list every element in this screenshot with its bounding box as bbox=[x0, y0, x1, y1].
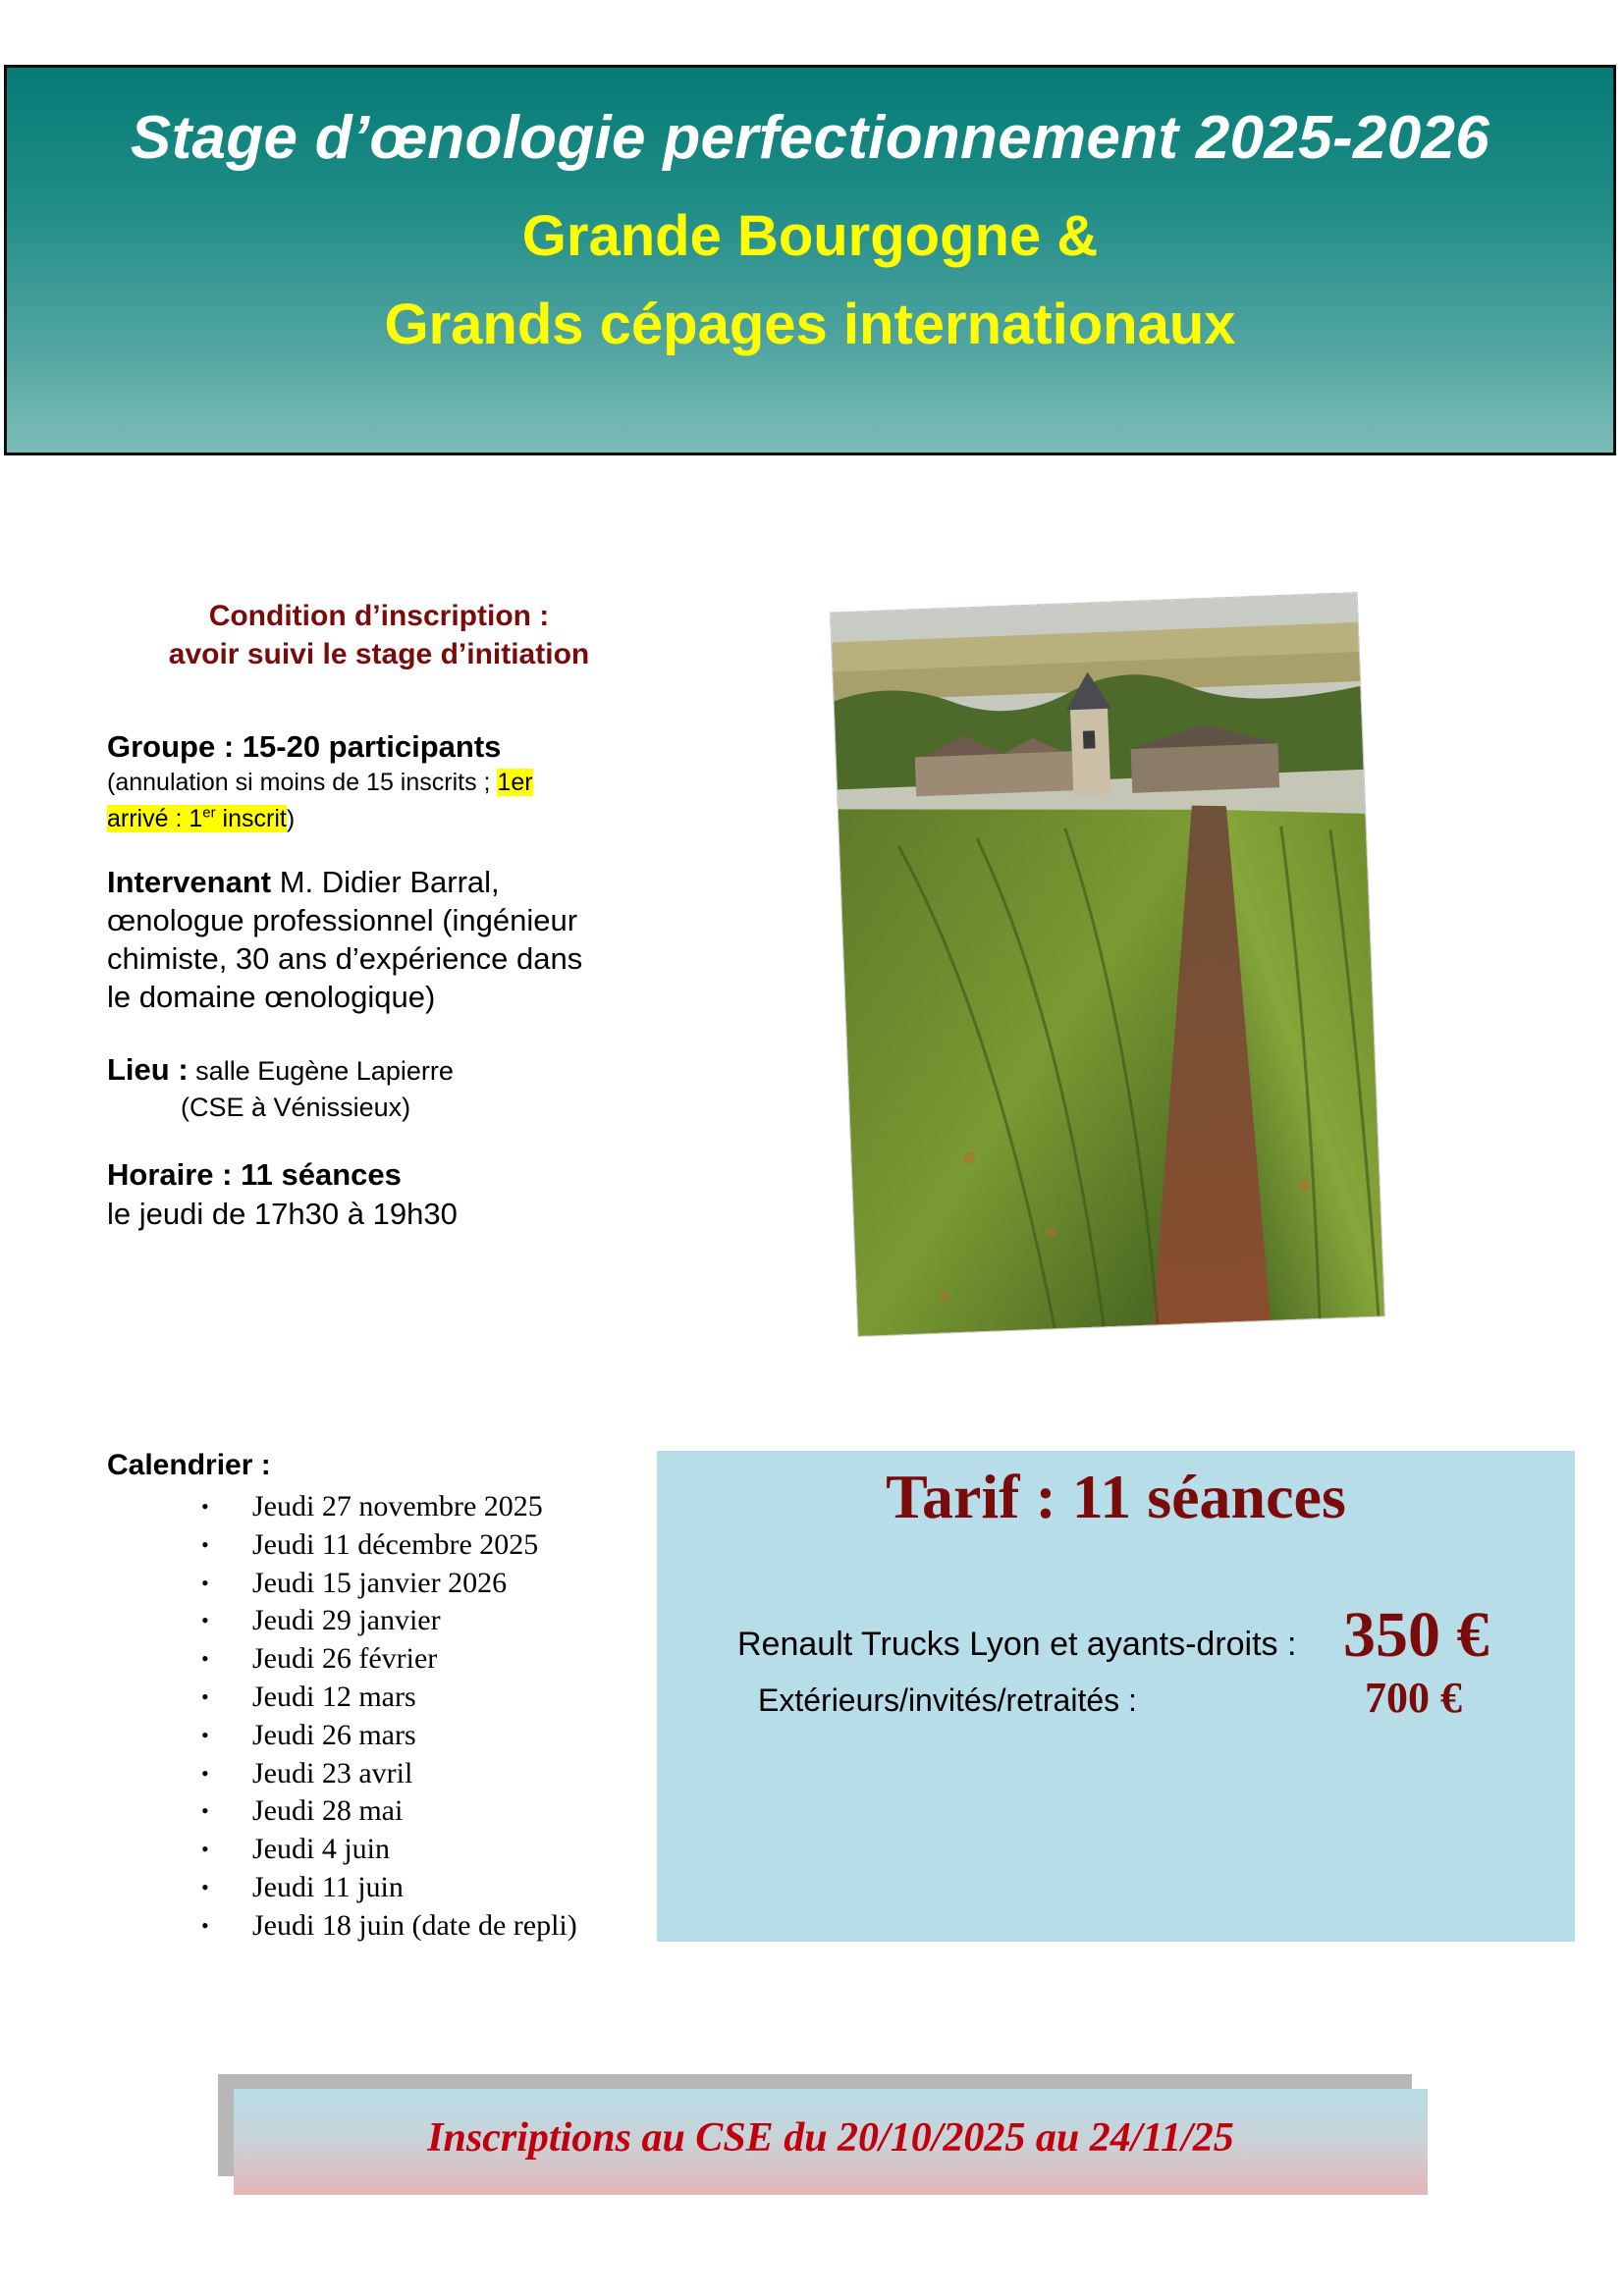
bullet-icon: • bbox=[201, 1760, 209, 1786]
horaire-block bbox=[107, 1155, 657, 1233]
lieu-sub: (CSE à Vénissieux) bbox=[181, 1093, 411, 1122]
title-banner bbox=[4, 65, 1616, 455]
groupe-label: Groupe : 15-20 participants bbox=[107, 729, 502, 764]
calendar-date bbox=[201, 1831, 577, 1869]
subtitle-bourgogne: Grande Bourgogne & bbox=[521, 204, 1099, 268]
vineyard-photo bbox=[831, 593, 1384, 1336]
bullet-icon: • bbox=[201, 1646, 209, 1672]
tarif-renault-price: 350 € bbox=[1343, 1599, 1489, 1671]
intervenant-line2: œnologue professionnel (ingénieur bbox=[107, 903, 578, 937]
calendar-date-text: Jeudi 12 mars bbox=[252, 1680, 416, 1713]
calendar-date bbox=[201, 1526, 577, 1565]
tarif-exterieurs-price: 700 € bbox=[1365, 1674, 1462, 1722]
bullet-icon: • bbox=[201, 1874, 209, 1899]
bullet-icon: • bbox=[201, 1798, 209, 1824]
bullet-icon: • bbox=[201, 1494, 209, 1519]
calendar-date-text: Jeudi 18 juin (date de repli) bbox=[252, 1908, 577, 1942]
tarif-exterieurs-label: Extérieurs/invités/retraités : bbox=[758, 1682, 1137, 1718]
calendar-date-text: Jeudi 11 juin bbox=[252, 1870, 404, 1903]
condition-inscription bbox=[106, 597, 652, 673]
tarif-box bbox=[657, 1451, 1575, 1942]
groupe-block bbox=[107, 727, 657, 834]
calendar-date bbox=[201, 1640, 577, 1679]
bullet-icon: • bbox=[201, 1531, 209, 1557]
calendar-date bbox=[201, 1907, 577, 1946]
calendar-date-text: Jeudi 27 novembre 2025 bbox=[252, 1490, 543, 1522]
groupe-note-part1: (annulation si moins de 15 inscrits ; bbox=[107, 769, 498, 796]
calendar-date bbox=[201, 1565, 577, 1603]
calendar-date-text: Jeudi 11 décembre 2025 bbox=[252, 1527, 539, 1561]
calendar-date-text: Jeudi 29 janvier bbox=[252, 1604, 441, 1637]
calendar-date-text: Jeudi 28 mai bbox=[252, 1794, 404, 1828]
intervenant-block bbox=[107, 863, 657, 1016]
calendar-date bbox=[201, 1792, 577, 1831]
groupe-note-highlight2 bbox=[107, 805, 287, 832]
registration-text: Inscriptions au CSE du 20/10/2025 au 24/11/25 bbox=[427, 2115, 1234, 2161]
page-title: Stage d’œnologie perfectionnement 2025-2026 bbox=[130, 104, 1490, 172]
bullet-icon: • bbox=[201, 1570, 209, 1595]
horaire-text: le jeudi de 17h30 à 19h30 bbox=[107, 1197, 458, 1231]
lieu-block bbox=[107, 1050, 657, 1125]
calendar-date bbox=[201, 1488, 577, 1526]
calendar-date-text: Jeudi 15 janvier 2026 bbox=[252, 1566, 508, 1599]
condition-line1: Condition d’inscription : bbox=[208, 600, 550, 632]
calendar-date-text: Jeudi 26 mars bbox=[252, 1718, 416, 1751]
bullet-icon: • bbox=[201, 1837, 209, 1862]
intervenant-label: Intervenant bbox=[107, 865, 272, 899]
condition-line2: avoir suivi le stage d’initiation bbox=[168, 638, 590, 670]
bullet-icon: • bbox=[201, 1608, 209, 1633]
groupe-note-highlight2-a: arrivé : 1 bbox=[107, 805, 203, 833]
groupe-note-highlight1: 1er bbox=[497, 769, 533, 796]
lieu-value: salle Eugène Lapierre bbox=[188, 1056, 454, 1086]
intervenant-line3: chimiste, 30 ans d’expérience dans bbox=[107, 941, 583, 976]
bullet-icon: • bbox=[201, 1683, 209, 1709]
calendar-date-text: Jeudi 4 juin bbox=[252, 1833, 390, 1866]
calendar-date-text: Jeudi 23 avril bbox=[252, 1756, 413, 1789]
registration-banner bbox=[234, 2089, 1428, 2195]
groupe-note-highlight2-b: inscrit bbox=[215, 805, 287, 833]
intervenant-name: M. Didier Barral, bbox=[271, 865, 500, 899]
calendar-date-text: Jeudi 26 février bbox=[252, 1642, 438, 1676]
tarif-title: Tarif : 11 séances bbox=[886, 1462, 1346, 1531]
groupe-note bbox=[107, 767, 657, 834]
tarif-renault-label: Renault Trucks Lyon et ayants-droits : bbox=[737, 1626, 1297, 1663]
lieu-label: Lieu : bbox=[107, 1052, 189, 1087]
groupe-note-end: ) bbox=[286, 805, 296, 833]
calendar-list bbox=[201, 1488, 577, 1946]
calendar-date bbox=[201, 1679, 577, 1717]
subtitle-cepages: Grands cépages internationaux bbox=[384, 293, 1236, 356]
intervenant-line4: le domaine œnologique) bbox=[107, 980, 436, 1014]
calendar-date bbox=[201, 1717, 577, 1755]
horaire-label: Horaire : 11 séances bbox=[107, 1157, 402, 1192]
calendar-title: Calendrier : bbox=[107, 1449, 271, 1481]
bullet-icon: • bbox=[201, 1912, 209, 1938]
calendar-date bbox=[201, 1755, 577, 1793]
bullet-icon: • bbox=[201, 1722, 209, 1747]
calendar-date bbox=[201, 1602, 577, 1640]
calendar-date bbox=[201, 1869, 577, 1907]
groupe-note-sup: er bbox=[202, 805, 216, 822]
